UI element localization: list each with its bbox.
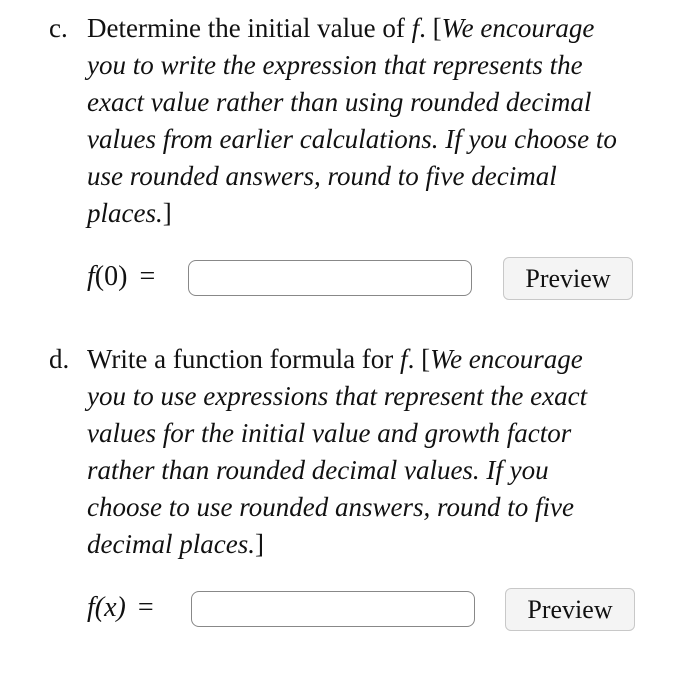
preview-button-d[interactable]: Preview [505, 588, 635, 631]
prompt-line [87, 195, 617, 232]
prompt-line: you to write the expression that represents the [87, 50, 583, 80]
prompt-italic-text: decimal places. [87, 529, 255, 559]
prompt-line [87, 526, 587, 563]
answer-label-f0 [87, 261, 155, 293]
prompt-line: values for the initial value and growth factor [87, 418, 572, 448]
prompt-text: ] [254, 529, 264, 559]
function-argument: (0) [94, 261, 128, 292]
prompt-italic-text: We encourage [441, 13, 595, 43]
function-name: f [87, 592, 95, 623]
equals-sign: = [139, 261, 156, 292]
initial-value-input[interactable] [188, 260, 472, 296]
prompt-italic-text: places. [87, 198, 163, 228]
prompt-line [87, 10, 617, 47]
equals-sign: = [137, 592, 154, 623]
prompt-text: ] [162, 198, 172, 228]
prompt-line: rather than rounded decimal values. If you [87, 455, 549, 485]
math-variable-f: f [400, 344, 408, 374]
prompt-line [87, 341, 587, 378]
prompt-text: . [ [419, 13, 442, 43]
part-d-prompt [87, 341, 587, 563]
prompt-line: you to use expressions that represent the exact [87, 381, 588, 411]
prompt-line: choose to use rounded answers, round to five [87, 492, 574, 522]
part-c-marker: c. [49, 13, 68, 43]
preview-button-c[interactable]: Preview [503, 257, 633, 300]
prompt-text: Write a function formula for [87, 344, 401, 374]
prompt-text: . [ [407, 344, 431, 374]
prompt-italic-text: We encourage [430, 344, 583, 374]
part-c-prompt [87, 10, 617, 232]
function-argument: (x) [94, 592, 126, 623]
part-d-marker: d. [49, 344, 70, 374]
prompt-text: Determine the initial value of [87, 13, 412, 43]
prompt-line: values from earlier calculations. If you choose to [87, 124, 617, 154]
prompt-line: exact value rather than using rounded decimal [87, 87, 592, 117]
math-variable-f: f [411, 13, 420, 43]
answer-label-fx [87, 592, 154, 624]
prompt-line: use rounded answers, round to five decimal [87, 161, 557, 191]
function-name: f [87, 261, 95, 292]
function-formula-input[interactable] [191, 591, 475, 627]
